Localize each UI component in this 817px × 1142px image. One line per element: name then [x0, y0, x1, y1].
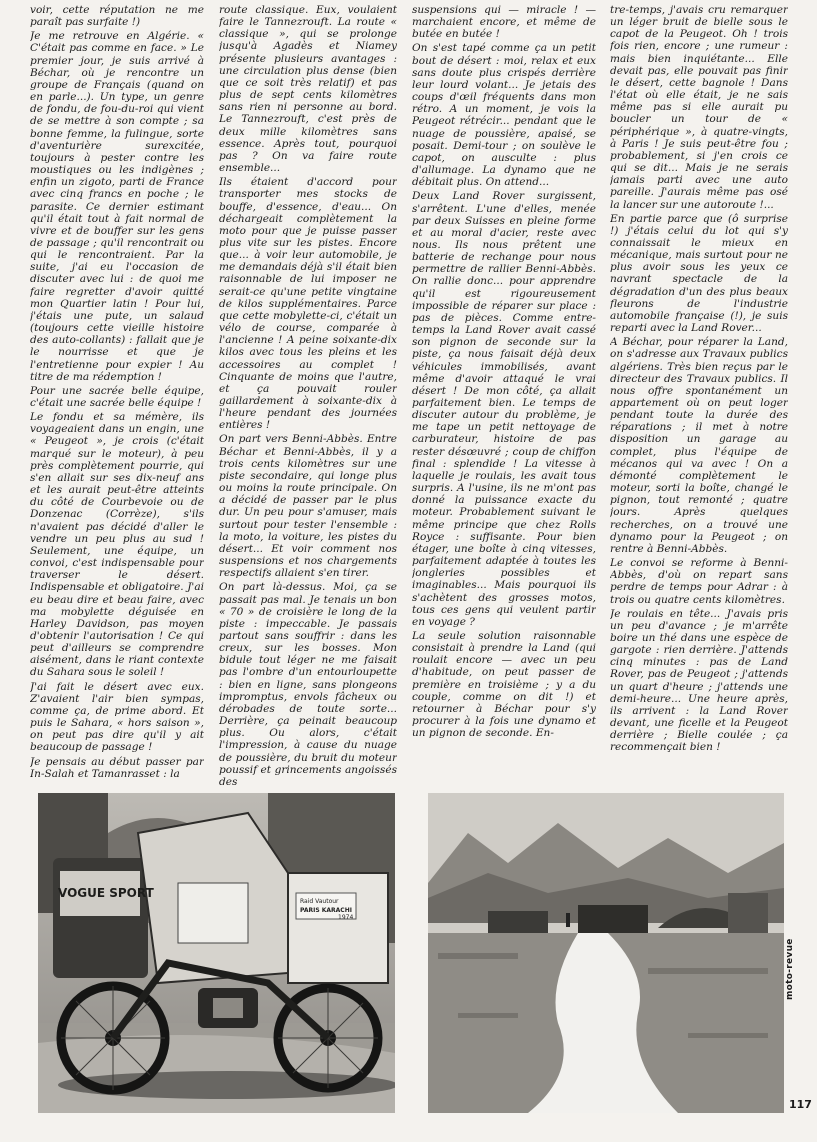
paragraph: suspensions qui — miracle ! — marchaient encore, et même de butée en butée !	[412, 4, 596, 41]
paragraph: Deux Land Rover surgissent, s'arrêtent. L'une d'elles, menée par deux Suisses en pleine forme et au moral d'acier, reste avec nous. Ils nous prêtent une batterie de rechange pour nous permettre de rallier Benni-Abbès. On rallie donc... pour apprendre qu'il est rigoureusement impossible de réparer sur place : pas de pièces. Comme entre-temps la Land Rover avait cassé son pignon de seconde sur la piste, ça nous faisait déjà deux véhicules immobilisés, avant même d'avoir attaqué le vrai désert ! De mon côté, ça allait parfaitement bien. Le temps de discuter autour du problème, je me tape un petit nettoyage de carburateur, histoire de pas rester désœuvré ; coup de chiffon final : splendide ! La vitesse à laquelle je roulais, les avait tous surpris. A l'usine, ils ne m'ont pas donné la puissance exacte du moteur. Probablement suivant le même principe que chez Rolls Royce : suffisante. Pour bien étager, une boîte à cinq vitesses, parfaitement adaptée à toutes les jongleries possibles et imaginables... Mais pourquoi ils s'achètent des grosses motos, tous ces gens qui veulent partir en voyage ?	[412, 190, 596, 628]
paragraph: Ils étaient d'accord pour transporter mes stocks de bouffe, d'essence, d'eau... On déchargeait complètement la moto pour que je puisse passer plus vite sur les pistes. Encore que... à voir leur automobile, je me demandais déjà s'il était bien raisonnable de lui imposer ne serait-ce qu'une petite vingtaine de kilos supplémentaires. Parce que cette mobylette-ci, c'était un vélo de course, comparée à l'ancienne ! A peine soixante-dix kilos avec tous les pleins et les accessoires au complet ! Cinquante de moins que l'autre, et ça pouvait rouler gaillardement à soixante-dix à l'heure pendant des journées entières !	[219, 176, 397, 432]
paragraph: A Béchar, pour réparer la Land, on s'adresse aux Travaux publics algériens. Très bien reçus par le directeur des Travaux publics. Il nous offre spontanément un appartement où on peut loger pendant toute la durée des réparations ; il met à notre disposition un garage au complet, plus l'équipe de mécanos qui va avec ! On a démonté complètement le moteur, sorti la boîte, changé le pignon, tout remonté ; quatre jours. Après quelques recherches, on a trouvé une dynamo pour la Peugeot ; on rentre à Benni-Abbès.	[610, 336, 788, 555]
paragraph: La seule solution raisonnable consistait à prendre la Land (qui roulait encore — avec un peu d'habitude, on peut passer de première en troisième ; y a du couple, comme on dit !) et retourner à Béchar pour s'y procurer à la fois une dynamo et un pignon de seconde. En-	[412, 629, 596, 740]
paragraph: Je pensais au début passer par In-Salah et Tamanrasset : la	[30, 755, 204, 780]
article-column-2	[219, 4, 397, 788]
sticker-year: 1974	[338, 914, 354, 921]
paragraph: Pour une sacrée belle équipe, c'était une sacrée belle équipe !	[30, 384, 204, 409]
paragraph: On part vers Benni-Abbès. Entre Béchar et Benni-Abbès, il y a trois cents kilomètres sur une piste secondaire, qui longe plus ou moins la route principale. On a décidé de passer par le plus dur. Un peu pour s'amuser, mais surtout pour tester l'ensemble : la moto, la voiture, les pistes du désert... Et voir comment nos suspensions et nos chargements respectifs allaient s'en tirer.	[219, 433, 397, 580]
desert-camp-photo-illustration	[428, 793, 784, 1113]
magazine-brand: moto-revue	[785, 938, 795, 1000]
paragraph: On s'est tapé comme ça un petit bout de désert : moi, relax et eux sans doute plus crispés derrière leur lourd volant... Je jetais des coups d'œil fréquents dans mon rétro. A un moment, je vois la Peugeot rétrécir... pendant que le nuage de poussière, apaisé, se posait. Demi-tour ; on soulève le capot, on ausculte : plus d'allumage. La dynamo que ne débitait plus. On attend...	[412, 42, 596, 189]
paragraph: On part là-dessus. Moi, ça se passait pas mal. Je tenais un bon « 70 » de croisière le long de la piste : impeccable. Je passais partout sans souffrir : dans les creux, sur les bosses. Mon bidule tout léger ne me faisait pas l'ombre d'un entourloupette : bien en ligne, sans plongeons impromptus, envols fâcheux ou dérobades de toute sorte... Derrière, ça peinait beaucoup plus. Ou alors, c'était l'impression, à cause du nuage de poussière, du bruit du moteur poussif et grincements angoissés des	[219, 581, 397, 788]
sticker-line-2: PARIS KARACHI	[300, 907, 352, 914]
moped-photo	[38, 793, 395, 1113]
moped-photo-illustration	[38, 793, 395, 1113]
paragraph: Je me retrouve en Algérie. « C'était pas comme en face. » Le premier jour, je suis arrivé à Béchar, où je rencontre un groupe de Français (quand on en parle...). Un type, un genre de fondu, de fou-du-roi qui vient de se mettre à son compte ; sa bonne femme, la fulingue, sorte d'aventurière surexcitée, toujours à pester contre les moustiques ou les indigènes ; enfin un zigoto, parti de France avec cinq francs en poche ; le parasite. Ce dernier estimant qu'il était tout à fait normal de vivre et de bouffer sur les gens de passage ; qu'il rencontrait ou qui le rencontraient. Par la suite, j'ai eu l'occasion de discuter avec lui : de quoi me faire regretter d'avoir quitté mon Quartier latin ! Pour lui, j'étais une pute, un salaud (toujours cette vieille histoire des auto-collants) : fallait que je le nourrisse et que je l'entretienne pour expier ! Au titre de ma rédemption !	[30, 30, 204, 383]
paragraph: tre-temps, j'avais cru remarquer un léger bruit de bielle sous le capot de la Peugeot. Oh ! trois fois rien, encore ; une rumeur : mais bien inquiétante... Elle devait pas, elle pouvait pas finir le désert, cette bagnole ! Dans l'état où elle était, je ne sais même pas si elle aurait pu boucler un tour de « périphérique », à quatre-vingts, à Paris ! Je suis peut-être fou ; probablement, si j'en crois ce qui se dit... Mais je ne serais jamais parti avec une auto pareille. J'aurais même pas osé la lancer sur une autoroute !...	[610, 4, 788, 211]
paragraph: Le convoi se reforme à Benni-Abbès, d'où on repart sans perdre de temps pour Adrar : à trois ou quatre cents kilomètres.	[610, 557, 788, 606]
bag-label: VOGUE SPORT	[58, 886, 154, 900]
paragraph: route classique. Eux, voulaient faire le Tannezrouft. La route « classique », qui se prolonge jusqu'à Agadès et Niamey présente plusieurs avantages : une circulation plus dense (bien que ce soit très relatif) et pas plus de sept cents kilomètres sans rien ni personne au bord. Le Tannezrouft, c'est près de deux mille kilomètres sans essence. Après tout, pourquoi pas ? On va faire route ensemble...	[219, 4, 397, 175]
desert-camp-photo	[428, 793, 784, 1113]
page-number: 117	[789, 1098, 812, 1111]
article-column-1	[30, 4, 204, 788]
paragraph: Je roulais en tête... J'avais pris un peu d'avance ; je m'arrête boire un thé dans une espèce de gargote : rien derrière. J'attends cinq minutes : pas de Land Rover, pas de Peugeot ; j'attends un quart d'heure ; j'attends une demi-heure... Une heure après, ils arrivent : la Land Rover devant, une ficelle et la Peugeot derrière ; Bielle coulée ; ça recommençait bien !	[610, 607, 788, 754]
article-column-3	[412, 4, 596, 788]
article-column-4	[610, 4, 788, 788]
paragraph: En partie parce que (ô surprise !) j'étais celui du lot qui s'y connaissait le mieux en mécanique, mais surtout pour ne plus avoir sous les yeux ce navrant spectacle de la dégradation d'un des plus beaux fleurons de l'industrie automobile française (!), je suis reparti avec la Land Rover...	[610, 212, 788, 335]
sticker-line-1: Raid Vautour	[300, 898, 339, 905]
paragraph: J'ai fait le désert avec eux. Z'avaient l'air bien sympas, comme ça, de prime abord. Et puis le Sahara, « hors saison », on peut pas dire qu'il y ait beaucoup de passage !	[30, 680, 204, 754]
paragraph: voir, cette réputation ne me paraît pas surfaite !)	[30, 4, 204, 29]
paragraph: Le fondu et sa mémère, ils voyageaient dans un engin, une « Peugeot », je crois (c'était marqué sur le moteur), à peu près complètement pourrie, qui s'en allait sur ses dix-neuf ans et les aurait peut-être atteints du côté de Courbevoie ou de Donzenac (Corrèze), s'ils n'avaient pas décidé d'aller le vendre un peu plus au sud ! Seulement, une équipe, un convoi, c'est indispensable pour traverser le désert. Indispensable et obligatoire. J'ai eu beau dire et beau faire, avec ma mobylette déguisée en Harley Davidson, pas moyen d'obtenir l'autorisation ! Ce qui peut d'ailleurs se comprendre aisément, dans le riant contexte du Sahara sous le soleil !	[30, 411, 204, 679]
